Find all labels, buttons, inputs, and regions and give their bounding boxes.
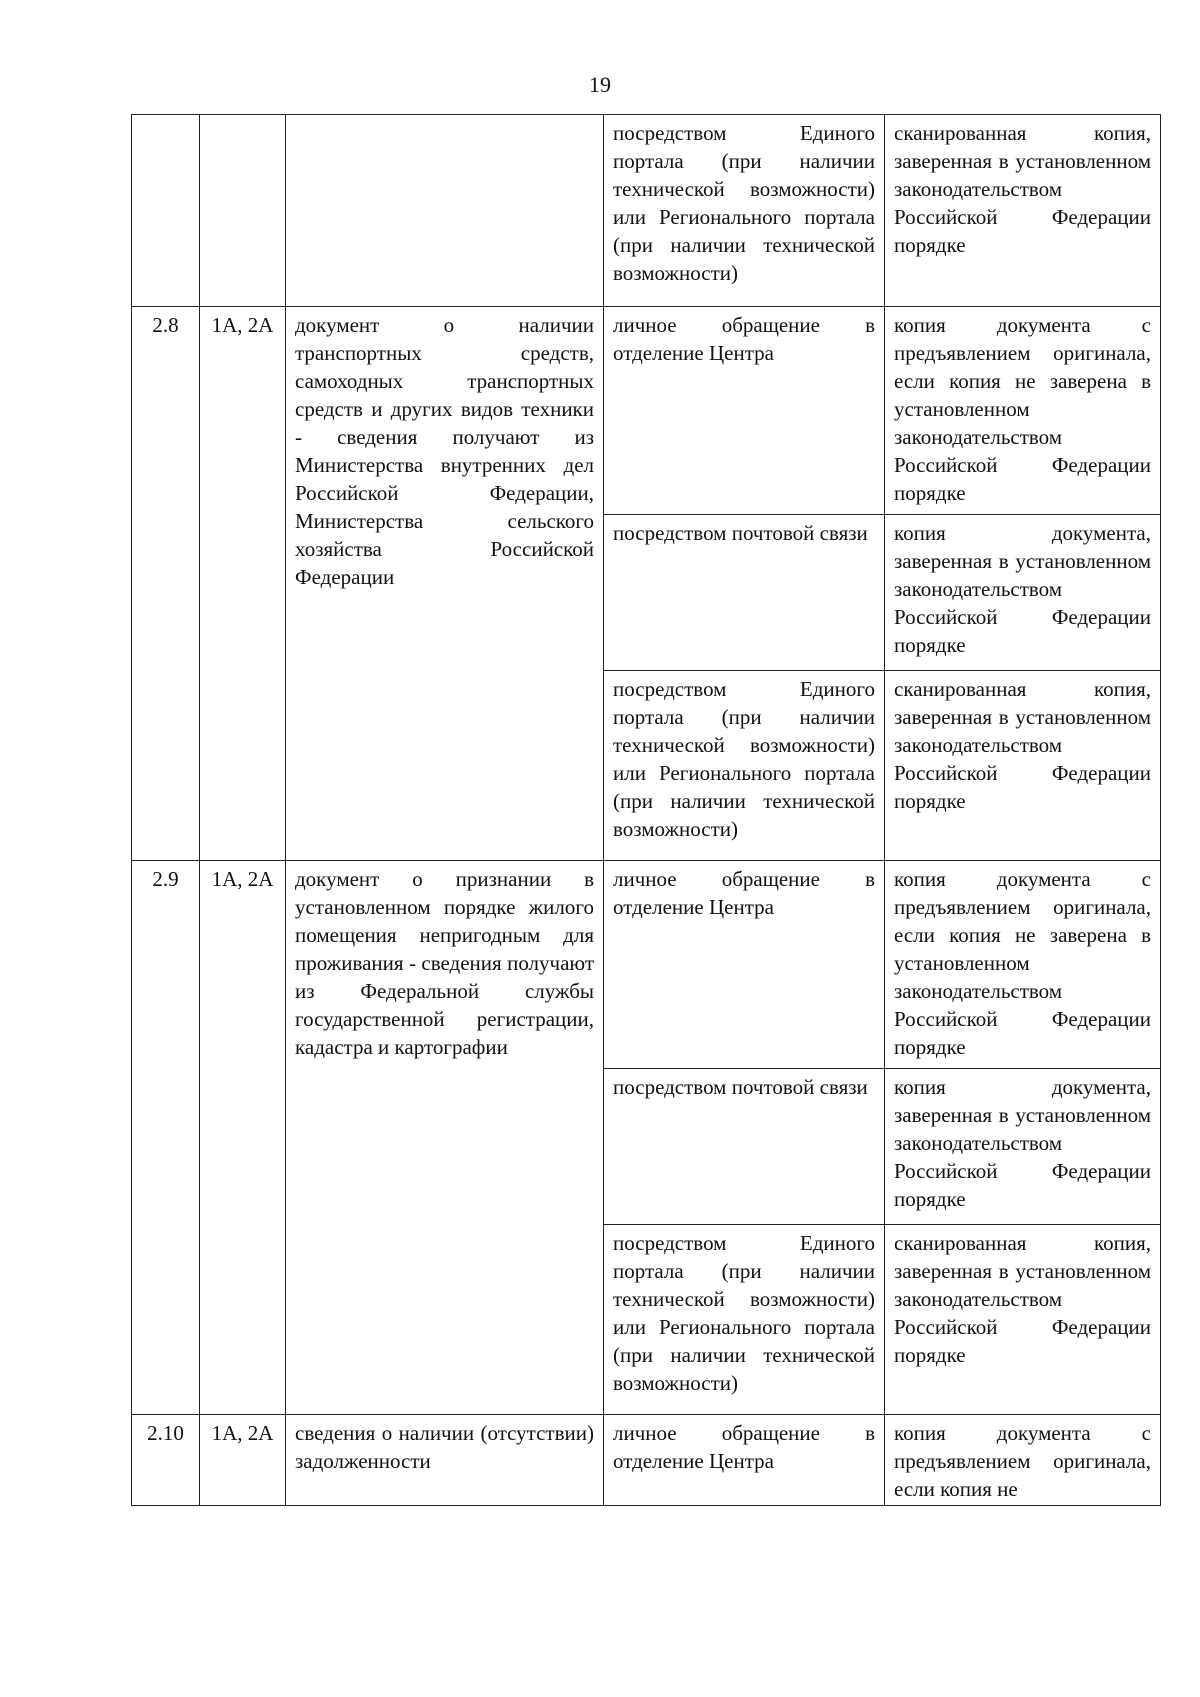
row-document: документ о признании в установленном порядке жилого помещения непригодным для проживания - сведения получают из Федеральной службы государственной регистрации, кадастра и картографии: [286, 861, 604, 1415]
cell-method: личное обращение в отделение Центра: [604, 861, 885, 1069]
cell-doc: [286, 115, 604, 307]
cell-group: [200, 115, 286, 307]
cell-method: посредством Единого портала (при наличии технической возможности) или Регионального портала (при наличии технической возможности): [604, 671, 885, 861]
cell-form: сканированная копия, заверенная в установленном законодательством Российской Федерации порядке: [885, 115, 1161, 307]
cell-form: копия документа, заверенная в установленном законодательством Российской Федерации порядке: [885, 515, 1161, 671]
cell-form: копия документа с предъявлением оригинала, если копия не заверена в установленном законодательством Российской Федерации порядке: [885, 307, 1161, 515]
cell-method: личное обращение в отделение Центра: [604, 307, 885, 515]
row-number: 2.9: [132, 861, 200, 1415]
cell-method: посредством Единого портала (при наличии технической возможности) или Регионального портала (при наличии технической возможности): [604, 1225, 885, 1415]
table-row: [132, 861, 1161, 1069]
cell-form: сканированная копия, заверенная в установленном законодательством Российской Федерации порядке: [885, 1225, 1161, 1415]
table-row: [132, 307, 1161, 515]
cell-method: личное обращение в отделение Центра: [604, 1415, 885, 1506]
row-number: 2.10: [132, 1415, 200, 1506]
table-row: [132, 115, 1161, 307]
cell-form: копия документа с предъявлением оригинала, если копия не: [885, 1415, 1161, 1506]
cell-form: копия документа, заверенная в установленном законодательством Российской Федерации порядке: [885, 1069, 1161, 1225]
documents-table: [131, 114, 1161, 1506]
cell-form: копия документа с предъявлением оригинала, если копия не заверена в установленном законодательством Российской Федерации порядке: [885, 861, 1161, 1069]
row-document: документ о наличии транспортных средств, самоходных транспортных средств и других видов техники - сведения получают из Министерства внутренних дел Российской Федерации, Министерства сельского хозяйства Российской Федерации: [286, 307, 604, 861]
row-group: 1А, 2А: [200, 307, 286, 861]
table-row: [132, 1415, 1161, 1506]
cell-method: посредством Единого портала (при наличии технической возможности) или Регионального портала (при наличии технической возможности): [604, 115, 885, 307]
row-group: 1А, 2А: [200, 1415, 286, 1506]
cell-method: посредством почтовой связи: [604, 1069, 885, 1225]
cell-method: посредством почтовой связи: [604, 515, 885, 671]
row-number: 2.8: [132, 307, 200, 861]
row-group: 1А, 2А: [200, 861, 286, 1415]
cell-num: [132, 115, 200, 307]
row-document: сведения о наличии (отсутствии) задолженности: [286, 1415, 604, 1506]
page-number: 19: [589, 72, 611, 97]
cell-form: сканированная копия, заверенная в установленном законодательством Российской Федерации порядке: [885, 671, 1161, 861]
